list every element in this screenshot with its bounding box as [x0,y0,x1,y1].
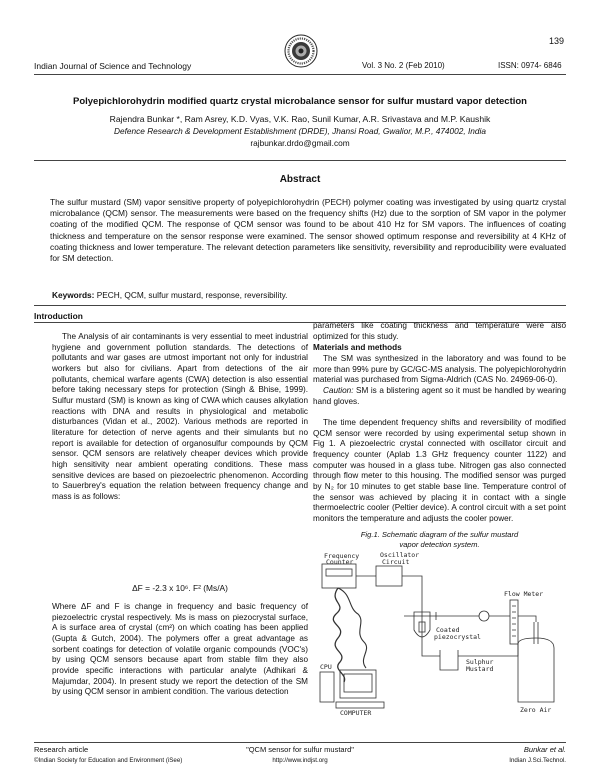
label-counter: Counter [326,558,354,566]
cylinder-neck [534,622,538,644]
footer-article-type: Research article [34,745,89,754]
oscillator-crystal-wire [402,576,422,644]
line-mustard-to-meter [458,644,518,656]
label-computer: COMPUTER [340,709,372,715]
keywords-rule [34,305,566,306]
caution-text: SM is a blistering agent so it must be handled by wearing hand gloves. [313,386,566,406]
label-flow-meter: Flow Meter [504,590,544,598]
label-coated: Coated [436,626,460,634]
mustard-vessel [440,650,458,670]
label-cpu: CPU [320,663,332,671]
computer-screen [344,674,372,692]
paper-title: Polyepichlorohydrin modified quartz crystal microbalance sensor for sulfur mustard vapor detection [73,96,527,107]
line-to-mustard [422,644,440,656]
title-rule [34,160,566,161]
keywords-label: Keywords: [52,290,95,300]
footer-rule [34,742,566,743]
footer-copyright: ©Indian Society for Education and Environment (iSee) [34,757,183,764]
cpu-tower [320,672,334,702]
line-meter-to-cylinder [518,616,536,622]
label-sulphur: Sulphur [466,658,494,666]
journal-logo [284,34,318,68]
label-oscillator: Oscillator [380,552,420,559]
header-rule [34,74,566,75]
figure-caption-line-2: vapor detection system. [399,539,480,549]
figure-caption [313,530,566,550]
label-mustard: Mustard [466,665,494,673]
abstract-text: The sulfur mustard (SM) vapor sensitive property of polyepichlorohydrin (PECH) polymer coating was investigated by using quartz crystal microbalance (QCM) sensor. The measurements were based on the frequency shifts (Hz) due to the sorption of SM vapor in the polymer coating of the modified QCM. The response of QCM sensor was found to be about 410 Hz for SM vapors. The influences of coating thickness and temperature on the sensor response were examined. The sensor showed optimum response and reversibility at 4 KHz of coating thickness and lower temperature. The relevant detection parameters like sensitivity, reversibility and reproducibility were evaluated for SM detection. [50,197,566,264]
footer-journal-abbrev: Indian J.Sci.Technol. [509,757,566,764]
flow-meter-ticks [512,606,516,636]
journal-name: Indian Journal of Science and Technology [34,61,192,71]
label-frequency: Frequency [324,552,360,560]
label-piezocrystal: piezocrystal [434,633,481,641]
intro-paragraph-1: The Analysis of air contaminants is very essential to meet industrial hygiene and government pollution standards. The detections of pollutants and war gases are utmost important not only for industrial workers but also for civilians. Apart from detections of the air pollutants, chemical warfare agents (CWA) detection is also essential before taking necessary steps for protection (Singh & Bhise, 1999). Sulfur mustard (SM) is known as king of CWA which causes alkylation reactions with DNA and results in physiological and metabolic disturbances (Vidan et al., 2002). Various methods are reported in literature for detection of nerve agents and their simulants but no report is available for detection of organosulfur compounds by QCM sensor. QCM sensors are relatively cheaper devices which provide high sensitivity near ambient operating conditions. These mass sensitive devices are based on piezoelectric phenomenon. According to Sauerbrey's equation the relation between frequency change and mass is as follows: [52,332,308,501]
keyboard [336,702,384,708]
abstract-heading: Abstract [279,174,321,185]
materials-methods-heading: Materials and methods [313,343,402,352]
keywords [52,290,287,300]
zero-air-cylinder [518,638,554,702]
counter-display [326,569,352,576]
sauerbrey-equation: ΔF = -2.3 x 10⁶. F² (Ms/A) [132,583,228,593]
affiliation: Defence Research & Development Establishment (DRDE), Jhansi Road, Gwalior, M.P., 474002, India [113,126,486,136]
page-number: 139 [548,36,564,46]
author-email[interactable]: rajbunkar.drdo@gmail.com [250,138,350,148]
footer-url[interactable]: http://www.indjst.org [272,757,328,764]
coiled-cable [333,588,344,682]
introduction-heading: Introduction [34,311,83,321]
materials-paragraph-2: The time dependent frequency shifts and reversibility of modified QCM sensor were recorded by using experimental setup shown in Fig 1. A piezoelectric crystal connected with oscillator circuit and frequency counter (Aplab 1.3 GHz frequency counter 1122) and computer was housed in a glass tube. Nitrogen gas also connected through flow meter to this housing. The modified sensor was purged by N₂ for 10 minutes to get stable base line. Temperature control of the sensor was achieved by placing it in contact with a single thermoelectric cooler (Peltier device). A control circuit with a set point monitors the temperature and adjusts the cooler power. [313,418,566,523]
label-circuit: Circuit [382,558,410,566]
caution-label: Caution: [323,386,354,395]
intro-paragraph-continued: parameters like coating thickness and temperature were also optimized for this study. [313,321,566,341]
intro-paragraph-2: Where ΔF and F is change in frequency and basic frequency of piezoelectric crystal respectively. Ms is mass on piezocrystal surface, A is surface area of crystal (cm²) on which coating has been applied (Gupta & Gutch, 2004). The polymers offer a great advantage as sorbent coatings for detection of volatile organic compounds (VOC's) by using QCM sensors because apart from stable film they also provide specific interactions with particular analyte (Adhikari & Majumdar, 2004). In present study we report the detection of the SM by using QCM sensor in ambient condition. The various detection [52,602,308,697]
valve [479,611,489,621]
volume-issue: Vol. 3 No. 2 (Feb 2010) [362,61,445,70]
flow-meter-tube [510,600,518,644]
detection-system-diagram [318,552,566,715]
issn: ISSN: 0974- 6846 [498,61,562,70]
keywords-list: PECH, QCM, sulfur mustard, response, reversibility. [96,290,288,300]
label-zero-air: Zero Air [520,706,552,714]
oscillator-box [376,566,402,586]
footer-author: Bunkar et al. [523,745,566,754]
materials-paragraph-1: The SM was synthesized in the laboratory and was found to be more than 99% pure by GC/GC-MS analysis. The polyepichlorohydrin material was purchased from Sigma-Aldrich (CAS No. 24969-06-0). [313,354,566,385]
figure-caption-line-1: Fig.1. Schematic diagram of the sulfur mustard [360,530,519,539]
footer-running-title: "QCM sensor for sulfur mustard" [246,745,354,754]
authors: Rajendra Bunkar *, Ram Asrey, K.D. Vyas, V.K. Rao, Sunil Kumar, A.R. Srivastava and M.P. Kaushik [109,114,491,124]
materials-paragraph-caution [313,386,566,407]
